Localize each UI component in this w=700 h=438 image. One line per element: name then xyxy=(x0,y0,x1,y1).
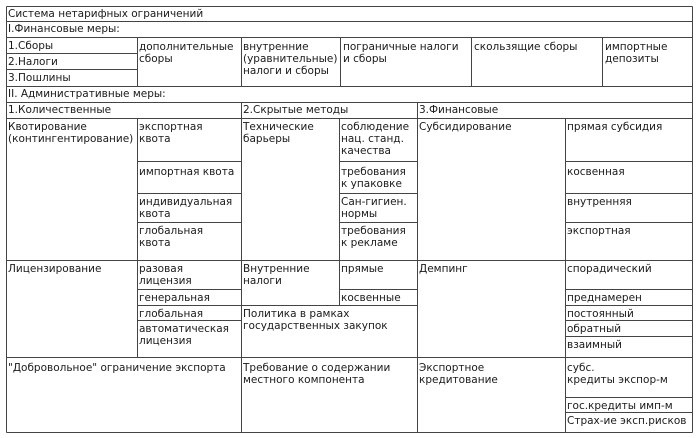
global-license-cell: глобальная xyxy=(139,308,204,320)
table-title: Система нетарифных ограничений xyxy=(8,8,204,20)
taxes-cell: 2.Налоги xyxy=(8,56,58,68)
individual-quota-cell: индивидуальная квота xyxy=(139,196,233,220)
indirect-taxes-cell: косвенные xyxy=(341,292,401,304)
packaging-requirements-cell: требования к упаковке xyxy=(341,166,406,190)
sporadic-dumping-cell: спорадический xyxy=(567,263,652,275)
mutual-dumping-cell: взаимный xyxy=(567,339,622,351)
local-content-requirement-cell: Требование о содержании местного компонента xyxy=(243,362,391,386)
duties-cell: 3.Пошлины xyxy=(8,72,71,84)
permanent-dumping-cell: постоянный xyxy=(567,308,634,320)
administrative-measures-heading: II. Административные меры: xyxy=(8,88,166,100)
unintended-dumping-cell: преднамерен xyxy=(567,292,642,304)
subsidized-credits-cell: субс. кредиты экспор-м xyxy=(567,362,668,386)
advertising-requirements-cell: требования к рекламе xyxy=(341,225,406,249)
import-quota-cell: импортная квота xyxy=(139,166,235,178)
licensing-cell: Лицензирование xyxy=(8,263,102,275)
subsidizing-cell: Субсидирование xyxy=(419,121,512,133)
direct-taxes-cell: прямые xyxy=(341,263,384,275)
export-subsidy-cell: экспортная xyxy=(567,225,631,237)
additional-fees-cell: дополнительные сборы xyxy=(139,41,234,65)
financial-methods-heading: 3.Финансовые xyxy=(419,104,499,116)
risk-insurance-cell: Страх-ие эксп.рисков xyxy=(567,415,687,427)
general-license-cell: генеральная xyxy=(139,292,210,304)
fees-cell: 1.Сборы xyxy=(8,40,54,52)
hidden-methods-heading: 2.Скрытые методы xyxy=(243,104,349,116)
quota-cell: Квотирование (контингентирование) xyxy=(8,121,134,145)
procurement-policy-cell: Политика в рамках государственных закупок xyxy=(243,308,388,332)
sliding-fees-cell: скользящие сборы xyxy=(474,41,578,53)
financial-measures-heading: I.Финансовые меры: xyxy=(8,23,120,35)
export-credit-cell: Экспортное кредитование xyxy=(419,362,498,386)
automatic-license-cell: автоматическая лицензия xyxy=(139,323,229,347)
import-deposits-cell: импортные депозиты xyxy=(605,41,668,65)
one-time-license-cell: разовая лицензия xyxy=(139,263,192,287)
internal-subsidy-cell: внутренняя xyxy=(567,196,632,208)
global-quota-cell: глобальная квота xyxy=(139,225,204,249)
border-taxes-cell: пограничные налоги и сборы xyxy=(343,41,459,65)
export-quota-cell: экспортная квота xyxy=(139,121,203,145)
quantitative-heading: 1.Количественные xyxy=(8,104,112,116)
voluntary-export-restriction-cell: "Добровольное" ограничение экспорта xyxy=(8,362,226,374)
technical-barriers-cell: Технические барьеры xyxy=(243,121,314,145)
reverse-dumping-cell: обратный xyxy=(567,323,622,335)
state-credits-cell: гос.кредиты имп-м xyxy=(567,400,673,412)
sanitary-norms-cell: Сан-гигиен. нормы xyxy=(341,196,407,220)
internal-fees-cell: внутренние (уравнительные) налоги и сборы xyxy=(243,41,338,77)
internal-taxes-cell: Внутренние налоги xyxy=(243,263,310,287)
dumping-cell: Демпинг xyxy=(419,263,468,275)
indirect-subsidy-cell: косвенная xyxy=(567,166,625,178)
national-standards-cell: соблюдение нац. станд. качества xyxy=(341,121,410,157)
direct-subsidy-cell: прямая субсидия xyxy=(567,121,663,133)
